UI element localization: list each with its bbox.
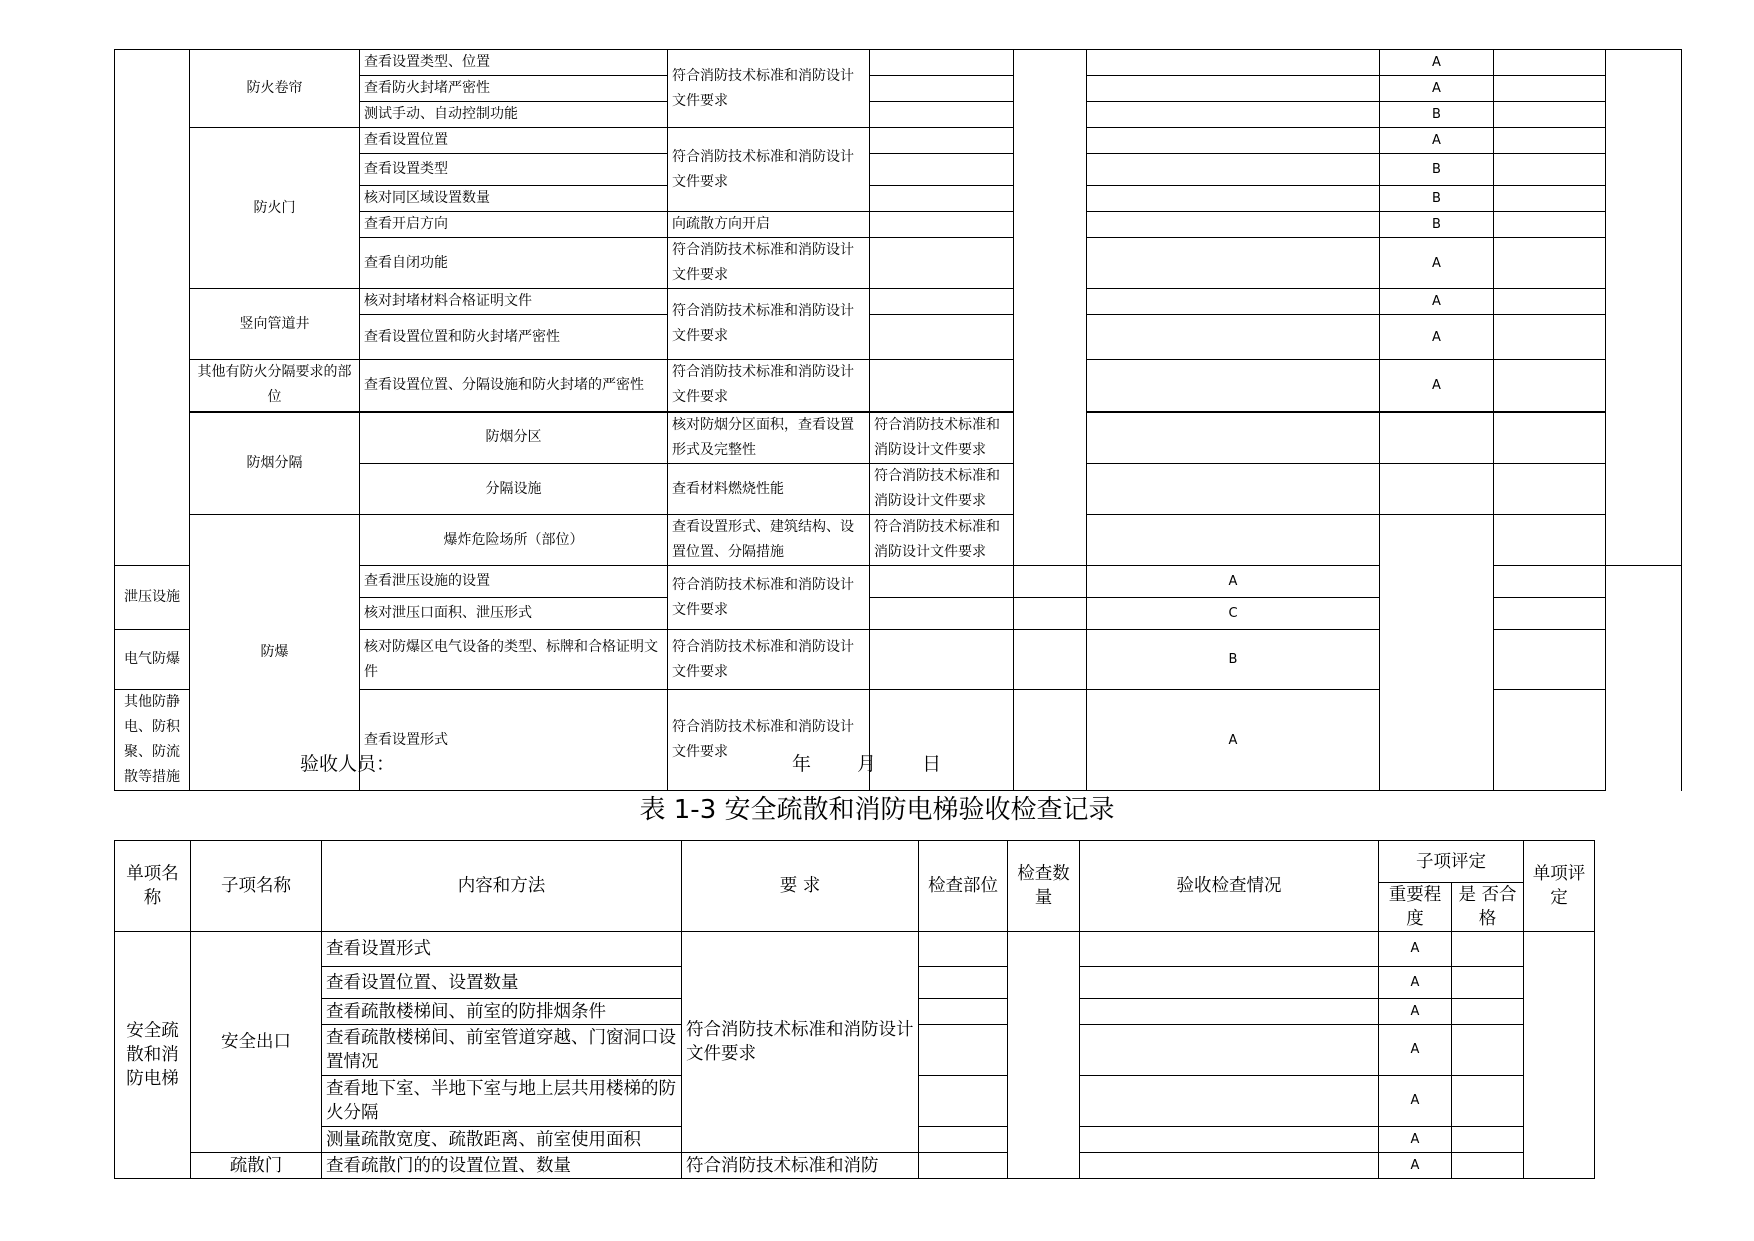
- situation-cell[interactable]: [1087, 128, 1380, 154]
- importance-grade: B: [1087, 630, 1380, 690]
- header-item: 单项名称: [115, 841, 191, 932]
- method-cell: 查看设置位置、设置数量: [322, 967, 682, 999]
- inspector-label: 验收人员：: [300, 753, 396, 775]
- situation-cell[interactable]: [1087, 76, 1380, 102]
- subitem-name: 安全出口: [191, 932, 322, 1153]
- situation-cell[interactable]: [1080, 1025, 1379, 1076]
- check-qty-cell[interactable]: [1008, 932, 1080, 1179]
- method-cell: 查看设置位置、分隔设施和防火封堵的严密性: [360, 360, 668, 412]
- method-cell: 查看地下室、半地下室与地上层共用楼梯的防火分隔: [322, 1076, 682, 1127]
- situation-cell[interactable]: [1080, 1076, 1379, 1127]
- situation-cell[interactable]: [1087, 238, 1380, 289]
- check-part-cell[interactable]: [870, 238, 1014, 289]
- subitem-name: 防火门: [190, 128, 360, 289]
- check-part-cell[interactable]: [919, 932, 1008, 967]
- qualified-cell[interactable]: [1494, 315, 1606, 360]
- requirement-cell: 符合消防技术标准和消防设计文件要求: [870, 464, 1014, 515]
- situation-cell[interactable]: [1014, 566, 1087, 598]
- header-importance: 重要程度: [1379, 883, 1452, 932]
- qualified-cell[interactable]: [1452, 932, 1524, 967]
- situation-cell[interactable]: [1087, 360, 1380, 412]
- header-check-part: 检查部位: [919, 841, 1008, 932]
- qualified-cell[interactable]: [1452, 999, 1524, 1025]
- check-part-cell[interactable]: [870, 289, 1014, 315]
- qualified-cell[interactable]: [1494, 630, 1606, 690]
- group-name-cell: [115, 50, 190, 566]
- importance-grade: A: [1380, 315, 1494, 360]
- method-cell: 查看泄压设施的设置: [360, 566, 668, 598]
- method-cell: 查看疏散楼梯间、前室的防排烟条件: [322, 999, 682, 1025]
- check-qty-cell[interactable]: [1380, 412, 1494, 464]
- check-part-cell[interactable]: [870, 76, 1014, 102]
- check-part-cell[interactable]: [919, 1153, 1008, 1179]
- qualified-cell[interactable]: [1494, 212, 1606, 238]
- situation-cell[interactable]: [1014, 690, 1087, 791]
- requirement-cell: 符合消防技术标准和消防设计文件要求: [668, 360, 870, 412]
- method-cell: 查看设置位置: [360, 128, 668, 154]
- check-part-cell[interactable]: [870, 154, 1014, 186]
- requirement-cell: 符合消防技术标准和消防设计文件要求: [682, 932, 919, 1153]
- importance-grade: A: [1379, 932, 1452, 967]
- subitem-name: 爆炸危险场所（部位）: [360, 515, 668, 566]
- situation-cell[interactable]: [1080, 967, 1379, 999]
- requirement-cell: 符合消防技术标准和消防设计文件要求: [668, 50, 870, 128]
- item-eval-cell[interactable]: [1606, 50, 1682, 566]
- qualified-cell[interactable]: [1494, 566, 1606, 598]
- importance-grade: A: [1379, 967, 1452, 999]
- situation-cell[interactable]: [1080, 1127, 1379, 1153]
- check-part-cell[interactable]: [870, 598, 1014, 630]
- check-qty-cell[interactable]: [1380, 464, 1494, 515]
- item-name: 安全疏散和消防电梯: [115, 932, 191, 1179]
- check-part-cell[interactable]: [919, 1025, 1008, 1076]
- importance-grade: A: [1380, 238, 1494, 289]
- situation-cell[interactable]: [1494, 464, 1606, 515]
- check-qty-cell[interactable]: [1014, 50, 1087, 566]
- method-cell: 测试手动、自动控制功能: [360, 102, 668, 128]
- header-sub-eval: 子项评定: [1379, 841, 1524, 883]
- importance-grade: A: [1087, 566, 1380, 598]
- situation-cell[interactable]: [1087, 154, 1380, 186]
- subitem-name: 电气防爆: [115, 630, 190, 690]
- requirement-cell: 符合消防技术标准和消防: [682, 1153, 919, 1179]
- item-eval-cell[interactable]: [1524, 932, 1595, 1179]
- importance-grade: A: [1379, 999, 1452, 1025]
- qualified-cell[interactable]: [1452, 1127, 1524, 1153]
- method-cell: 查看设置形式、建筑结构、设置位置、分隔措施: [668, 515, 870, 566]
- importance-grade: A: [1379, 1153, 1452, 1179]
- requirement-cell: 向疏散方向开启: [668, 212, 870, 238]
- qualified-cell[interactable]: [1452, 1025, 1524, 1076]
- importance-grade: A: [1379, 1025, 1452, 1076]
- qualified-cell[interactable]: [1494, 186, 1606, 212]
- importance-grade: A: [1087, 690, 1380, 791]
- check-part-cell[interactable]: [1087, 515, 1380, 566]
- check-part-cell[interactable]: [870, 50, 1014, 76]
- qualified-cell[interactable]: [1452, 967, 1524, 999]
- year-label: 年: [792, 753, 812, 775]
- month-label: 月: [857, 753, 877, 775]
- check-part-cell[interactable]: [870, 102, 1014, 128]
- header-method: 内容和方法: [322, 841, 682, 932]
- situation-cell[interactable]: [1087, 212, 1380, 238]
- method-cell: 核对防烟分区面积，查看设置形式及完整性: [668, 412, 870, 464]
- situation-cell[interactable]: [1087, 186, 1380, 212]
- qualified-cell[interactable]: [1494, 360, 1606, 412]
- requirement-cell: 符合消防技术标准和消防设计文件要求: [668, 128, 870, 212]
- importance-grade: A: [1380, 128, 1494, 154]
- situation-cell[interactable]: [1080, 999, 1379, 1025]
- method-cell: 查看开启方向: [360, 212, 668, 238]
- importance-grade: A: [1380, 50, 1494, 76]
- qualified-cell[interactable]: [1494, 50, 1606, 76]
- requirement-cell: 符合消防技术标准和消防设计文件要求: [668, 238, 870, 289]
- method-cell: 查看防火封堵严密性: [360, 76, 668, 102]
- check-part-cell[interactable]: [870, 566, 1014, 598]
- check-part-cell[interactable]: [870, 360, 1014, 412]
- check-part-cell[interactable]: [1087, 464, 1380, 515]
- check-part-cell[interactable]: [870, 212, 1014, 238]
- inspection-table-continued: [114, 49, 1682, 791]
- method-cell: 核对防爆区电气设备的类型、标牌和合格证明文件: [360, 630, 668, 690]
- importance-grade: A: [1380, 360, 1494, 412]
- qualified-cell[interactable]: [1494, 238, 1606, 289]
- method-cell: 核对同区域设置数量: [360, 186, 668, 212]
- qualified-cell[interactable]: [1494, 289, 1606, 315]
- subitem-name: 防火卷帘: [190, 50, 360, 128]
- situation-cell[interactable]: [1087, 102, 1380, 128]
- qualified-cell[interactable]: [1494, 102, 1606, 128]
- requirement-cell: 符合消防技术标准和消防设计文件要求: [668, 690, 870, 791]
- group-name: 防爆: [190, 515, 360, 791]
- header-subitem: 子项名称: [191, 841, 322, 932]
- check-part-cell[interactable]: [919, 1076, 1008, 1127]
- subitem-name: 防烟分区: [360, 412, 668, 464]
- method-cell: 查看疏散门的的设置位置、数量: [322, 1153, 682, 1179]
- qualified-cell[interactable]: [1494, 154, 1606, 186]
- importance-grade: A: [1380, 76, 1494, 102]
- check-part-cell[interactable]: [919, 999, 1008, 1025]
- table-title: 表 1-3 安全疏散和消防电梯验收检查记录: [639, 795, 1115, 825]
- group-name: 防烟分隔: [190, 412, 360, 515]
- check-part-cell[interactable]: [870, 186, 1014, 212]
- qualified-cell[interactable]: [1494, 128, 1606, 154]
- method-cell: 查看设置形式: [360, 690, 668, 791]
- qualified-cell[interactable]: [1494, 76, 1606, 102]
- method-cell: 查看设置形式: [322, 932, 682, 967]
- subitem-name: 分隔设施: [360, 464, 668, 515]
- check-part-cell[interactable]: [1087, 412, 1380, 464]
- header-requirement: 要 求: [682, 841, 919, 932]
- situation-cell[interactable]: [1494, 515, 1606, 566]
- method-cell: 查看设置位置和防火封堵严密性: [360, 315, 668, 360]
- requirement-cell: 符合消防技术标准和消防设计文件要求: [870, 412, 1014, 464]
- check-part-cell[interactable]: [870, 128, 1014, 154]
- situation-cell[interactable]: [1014, 630, 1087, 690]
- method-cell: 查看设置类型、位置: [360, 50, 668, 76]
- importance-grade: B: [1380, 212, 1494, 238]
- check-qty-cell[interactable]: [1380, 515, 1494, 791]
- day-label: 日: [922, 753, 942, 775]
- importance-grade: C: [1087, 598, 1380, 630]
- requirement-cell: 符合消防技术标准和消防设计文件要求: [668, 566, 870, 630]
- qualified-cell[interactable]: [1494, 598, 1606, 630]
- subitem-name: 疏散门: [191, 1153, 322, 1179]
- importance-grade: B: [1380, 154, 1494, 186]
- importance-grade: B: [1380, 102, 1494, 128]
- header-qualified: 是 否合格: [1452, 883, 1524, 932]
- check-part-cell[interactable]: [919, 1127, 1008, 1153]
- situation-cell[interactable]: [1087, 315, 1380, 360]
- date-line: [792, 749, 981, 776]
- subitem-name: 其他防静电、防积聚、防流散等措施: [115, 690, 190, 791]
- method-cell: 核对封堵材料合格证明文件: [360, 289, 668, 315]
- situation-cell[interactable]: [1080, 1153, 1379, 1179]
- subitem-name: 泄压设施: [115, 566, 190, 630]
- situation-cell[interactable]: [1080, 932, 1379, 967]
- situation-cell[interactable]: [1014, 598, 1087, 630]
- subitem-name: 竖向管道井: [190, 289, 360, 360]
- importance-grade: A: [1379, 1127, 1452, 1153]
- method-cell: 查看疏散楼梯间、前室管道穿越、门窗洞口设置情况: [322, 1025, 682, 1076]
- header-situation: 验收检查情况: [1080, 841, 1379, 932]
- importance-grade: A: [1379, 1076, 1452, 1127]
- requirement-cell: 符合消防技术标准和消防设计文件要求: [668, 630, 870, 690]
- check-part-cell[interactable]: [870, 630, 1014, 690]
- situation-cell[interactable]: [1087, 289, 1380, 315]
- importance-grade: B: [1380, 186, 1494, 212]
- requirement-cell: 符合消防技术标准和消防设计文件要求: [870, 515, 1014, 566]
- subitem-name: 其他有防火分隔要求的部位: [190, 360, 360, 412]
- qualified-cell[interactable]: [1452, 1153, 1524, 1179]
- qualified-cell[interactable]: [1494, 690, 1606, 791]
- header-check-qty: 检查数量: [1008, 841, 1080, 932]
- importance-grade: A: [1380, 289, 1494, 315]
- header-item-eval: 单项评定: [1524, 841, 1595, 932]
- check-part-cell[interactable]: [870, 315, 1014, 360]
- method-cell: 查看材料燃烧性能: [668, 464, 870, 515]
- qualified-cell[interactable]: [1452, 1076, 1524, 1127]
- method-cell: 查看设置类型: [360, 154, 668, 186]
- evacuation-inspection-table: [114, 840, 1595, 1179]
- method-cell: 核对泄压口面积、泄压形式: [360, 598, 668, 630]
- requirement-cell: 符合消防技术标准和消防设计文件要求: [668, 289, 870, 360]
- situation-cell[interactable]: [1087, 50, 1380, 76]
- method-cell: 查看自闭功能: [360, 238, 668, 289]
- situation-cell[interactable]: [1494, 412, 1606, 464]
- check-part-cell[interactable]: [919, 967, 1008, 999]
- method-cell: 测量疏散宽度、疏散距离、前室使用面积: [322, 1127, 682, 1153]
